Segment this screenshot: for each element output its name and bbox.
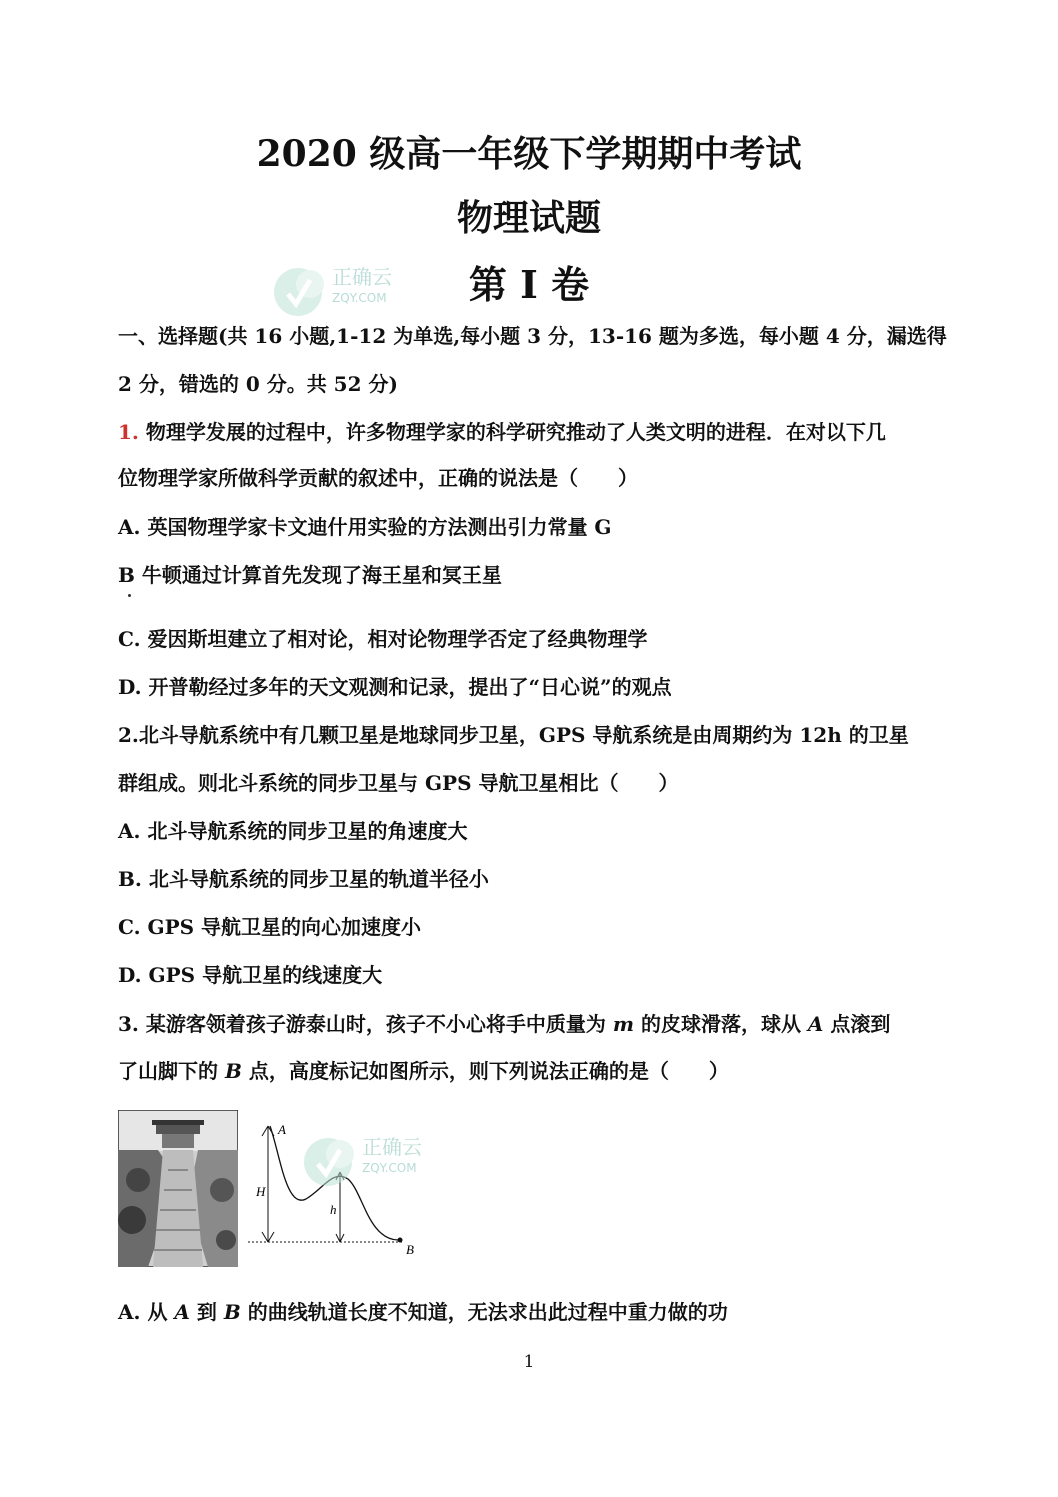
var-m: m	[612, 1012, 634, 1036]
subject-title: 物理试题	[456, 197, 601, 239]
label-h: h	[330, 1202, 337, 1217]
q1-stem-text1: 物理学发展的过程中，许多物理学家的科学研究推动了人类文明的进程．在对以下几	[138, 420, 886, 444]
q2-option-d: D. GPS 导航卫星的线速度大	[118, 963, 383, 987]
q1-option-d: D. 开普勒经过多年的天文观测和记录，提出了“日心说”的观点	[118, 675, 672, 699]
watermark-cn: 正确云	[332, 265, 392, 289]
q2-option-b: B. 北斗导航系统的同步卫星的轨道半径小	[118, 867, 489, 891]
watermark-logo-2	[296, 1118, 456, 1208]
watermark-en-2: ZQY.COM	[362, 1161, 417, 1175]
q2-stem-line1: 2.北斗导航系统中有几颗卫星是地球同步卫星，GPS 导航系统是由周期约为 12h 的卫星	[118, 723, 909, 747]
watermark-en: ZQY.COM	[332, 291, 387, 305]
exam-title: 2020 级高一年级下学期期中考试	[256, 133, 802, 175]
volume-title: 第 I 卷	[468, 262, 590, 307]
q1-number: 1.	[118, 420, 139, 444]
q3-stem-line2: 了山脚下的 B 点，高度标记如图所示，则下列说法正确的是（ ）	[118, 1059, 729, 1083]
q1-stem-line2: 位物理学家所做科学贡献的叙述中，正确的说法是（ ）	[118, 466, 638, 490]
section-heading-line1: 一、选择题(共 16 小题,1-12 为单选,每小题 3 分，13-16 题为多选，每小题 4 分，漏选得	[118, 324, 947, 348]
q1-option-a: A. 英国物理学家卡文迪什用实验的方法测出引力常量 G	[118, 515, 612, 539]
q3-stem-line1: 3. 某游客领着孩子游泰山时，孩子不小心将手中质量为 m 的皮球滑落，球从 A 点滚到	[118, 1012, 891, 1036]
page-number: 1	[523, 1352, 535, 1372]
var-B: B	[224, 1059, 242, 1083]
q2-option-c: C. GPS 导航卫星的向心加速度小	[118, 915, 422, 939]
label-A: A	[278, 1122, 286, 1137]
q1-stem-line1	[118, 418, 948, 446]
stray-dot	[128, 594, 131, 597]
label-H: H	[256, 1184, 266, 1199]
var-A: A	[807, 1012, 824, 1036]
q3-option-a: A. 从 A 到 B 的曲线轨道长度不知道，无法求出此过程中重力做的功	[118, 1300, 728, 1324]
q2-stem-line2: 群组成。则北斗系统的同步卫星与 GPS 导航卫星相比（ ）	[118, 771, 679, 795]
mountain-photo	[118, 1110, 238, 1267]
watermark-cn-2: 正确云	[362, 1135, 422, 1159]
q1-option-c: C. 爱因斯坦建立了相对论，相对论物理学否定了经典物理学	[118, 627, 648, 651]
q2-option-a: A. 北斗导航系统的同步卫星的角速度大	[118, 819, 468, 843]
q1-option-b: B 牛顿通过计算首先发现了海王星和冥王星	[118, 563, 502, 587]
section-heading-line2: 2 分，错选的 0 分。共 52 分)	[118, 372, 398, 396]
label-B: B	[406, 1242, 414, 1257]
